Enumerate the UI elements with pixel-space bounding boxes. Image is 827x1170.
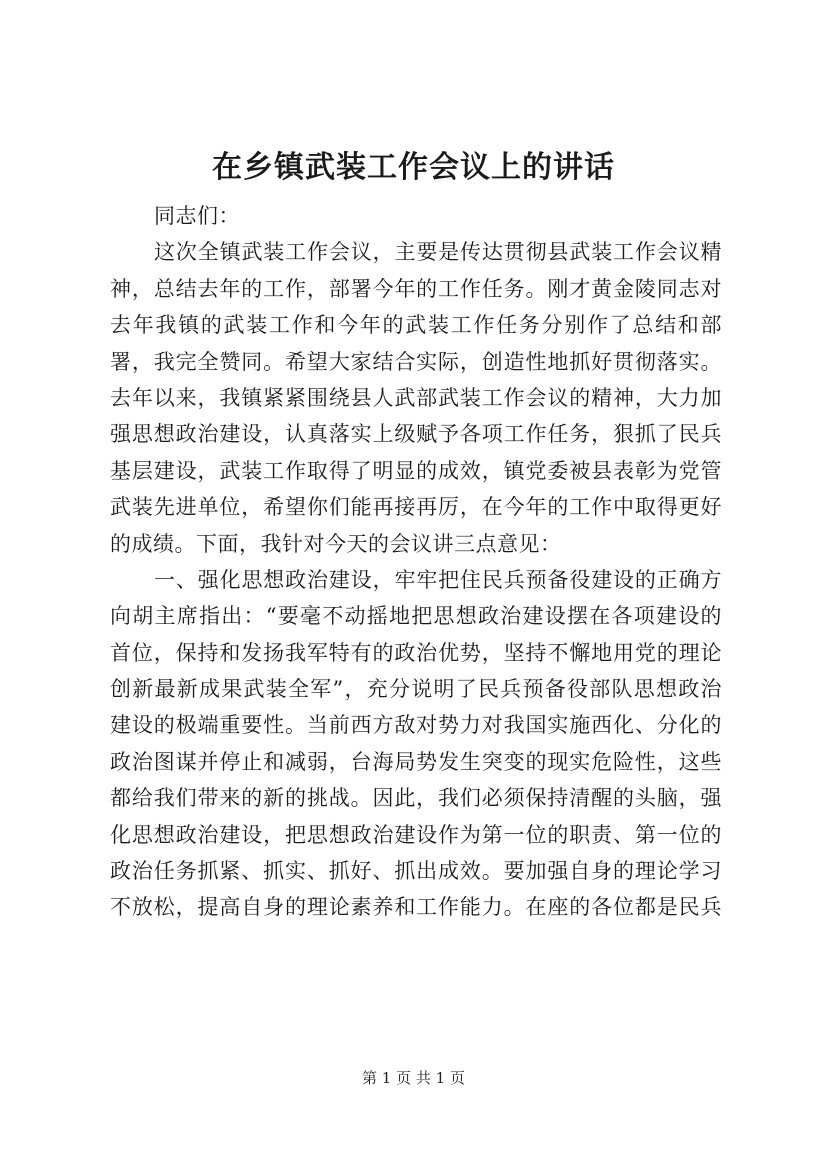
- body-line: 强思想政治建设，认真落实上级赋予各项工作任务，狠抓了民兵: [110, 422, 722, 447]
- body-line: 去年我镇的武装工作和今年的武装工作任务分别作了总结和部: [110, 313, 722, 338]
- body-line: 创新最新成果武装全军”，充分说明了民兵预备役部队思想政治: [110, 677, 722, 702]
- document-body: [110, 198, 722, 926]
- body-line: 化思想政治建设，把思想政治建设作为第一位的职责、第一位的: [110, 822, 722, 847]
- body-line: 这次全镇武装工作会议，主要是传达贯彻县武装工作会议精: [154, 240, 722, 265]
- body-line: 基层建设，武装工作取得了明显的成效，镇党委被县表彰为党管: [110, 458, 722, 483]
- document-title: 在乡镇武装工作会议上的讲话: [212, 150, 615, 185]
- salutation-line: 同志们：: [154, 204, 240, 228]
- body-line: 不放松，提高自身的理论素养和工作能力。在座的各位都是民兵: [110, 895, 722, 920]
- page-footer: 第 1 页 共 1 页: [362, 1069, 465, 1087]
- body-line: 神，总结去年的工作，部署今年的工作任务。刚才黄金陵同志对: [110, 276, 722, 301]
- body-line: 武装先进单位，希望你们能再接再厉，在今年的工作中取得更好: [110, 495, 722, 520]
- body-line: 政治任务抓紧、抓实、抓好、抓出成效。要加强自身的理论学习: [110, 859, 722, 884]
- body-line: 首位，保持和发扬我军特有的政治优势，坚持不懈地用党的理论: [110, 640, 722, 665]
- body-line: 的成绩。下面，我针对今天的会议讲三点意见：: [110, 531, 562, 556]
- body-line: 建设的极端重要性。当前西方敌对势力对我国实施西化、分化的: [110, 713, 722, 738]
- body-line: 去年以来，我镇紧紧围绕县人武部武装工作会议的精神，大力加: [110, 385, 722, 410]
- body-line: 署，我完全赞同。希望大家结合实际，创造性地抓好贯彻落实。: [110, 349, 722, 374]
- body-line: 向胡主席指出：“要毫不动摇地把思想政治建设摆在各项建设的: [110, 604, 722, 629]
- body-line: 政治图谋并停止和减弱，台海局势发生突变的现实危险性，这些: [110, 749, 722, 774]
- body-line: 都给我们带来的新的挑战。因此，我们必须保持清醒的头脑，强: [110, 786, 722, 811]
- section-heading-line: 一、强化思想政治建设，牢牢把住民兵预备役建设的正确方: [154, 567, 722, 592]
